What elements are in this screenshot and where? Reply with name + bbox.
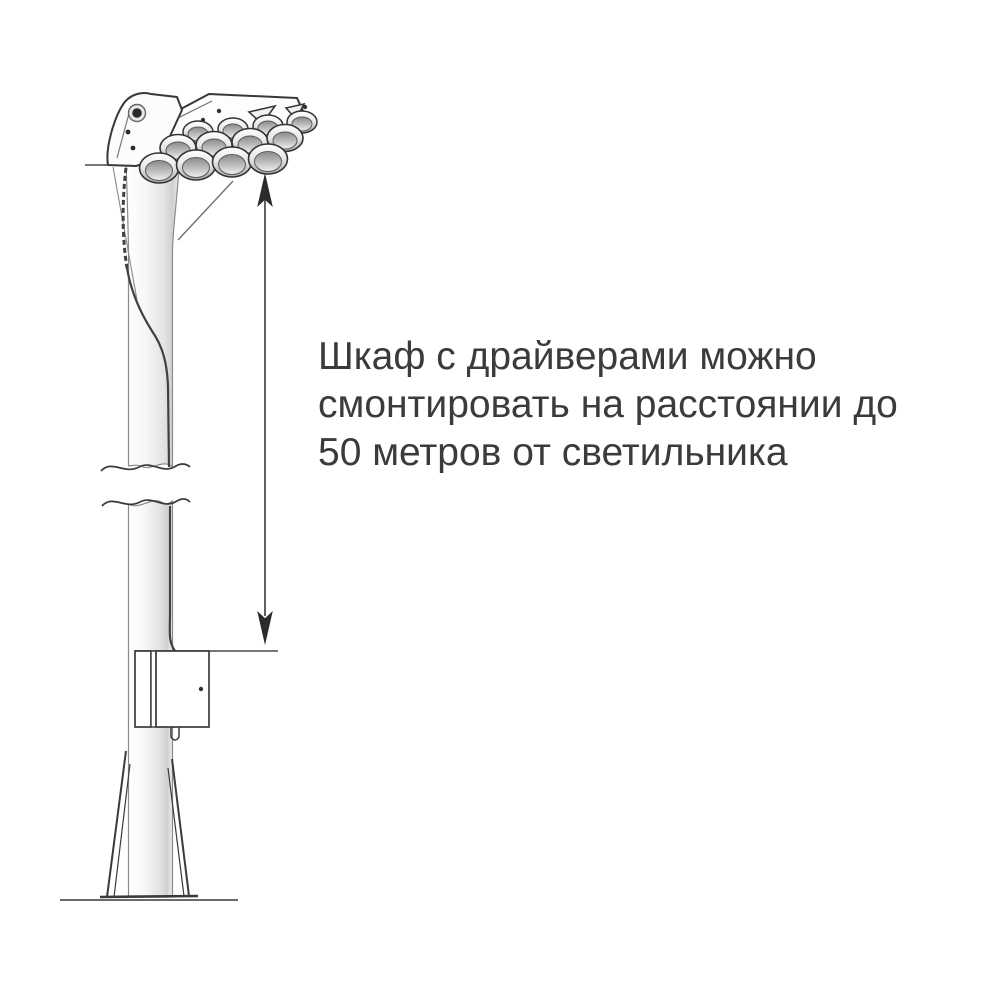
driver-cabinet [135, 651, 209, 740]
caption-line-1: Шкаф с драйверами можно [318, 335, 817, 378]
caption-line-2: смонтировать на расстоянии до [318, 383, 898, 426]
pole-break [101, 464, 190, 506]
bracket-pivot-hole [132, 108, 142, 118]
base-flange [100, 896, 198, 897]
floodlight [107, 93, 317, 183]
cabinet-handle [199, 687, 203, 691]
luminaire-support-strut [178, 181, 233, 240]
arrowhead-down-icon [257, 611, 273, 645]
cabinet-mount-plate [135, 651, 151, 727]
caption [318, 333, 898, 477]
pole [60, 165, 238, 900]
dimension-arrow [85, 165, 278, 651]
pole-upper-shaft [126, 165, 179, 468]
caption-line-3: 50 метров от светильника [318, 431, 788, 474]
